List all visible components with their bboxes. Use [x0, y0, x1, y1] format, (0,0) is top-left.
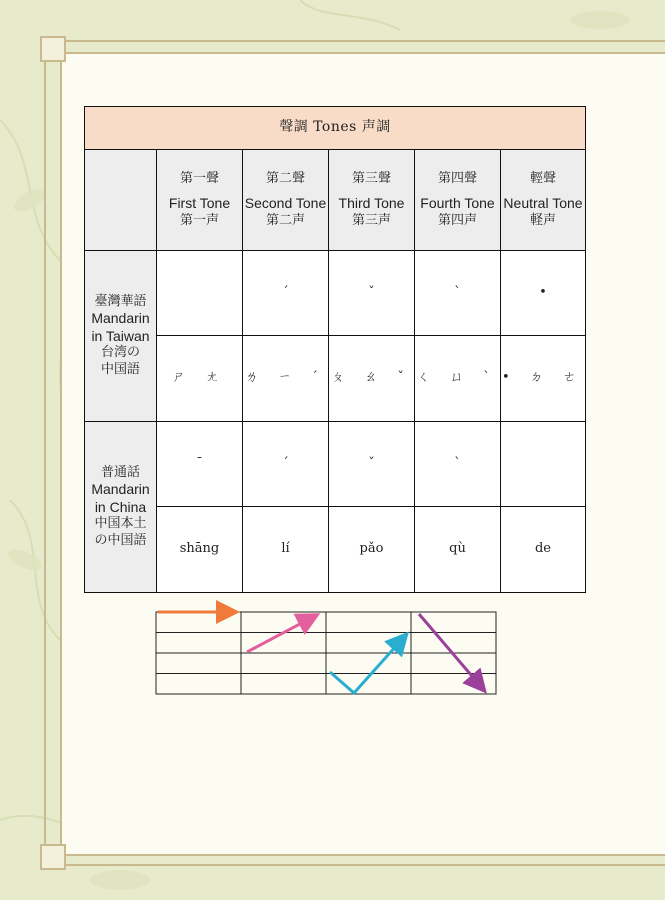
fourth-tone-arrow: [419, 614, 483, 689]
taiwan-example-3: ㄆ ㄠ ˇ: [329, 336, 415, 422]
china-mark-4: ˋ: [415, 422, 501, 507]
taiwan-example-5: • ㄉ ㄜ: [501, 336, 586, 422]
china-example-3: pǎo: [329, 507, 415, 593]
china-mark-2: ˊ: [243, 422, 329, 507]
row-header-china: 普通話 Mandarin in China 中国本土 の中国語: [85, 422, 157, 593]
frame-corner-top-left: [40, 36, 66, 62]
taiwan-example-2: ㄌ ㄧ ˊ: [243, 336, 329, 422]
tone-header-5: 輕聲 Neutral Tone 軽声: [501, 150, 586, 251]
tone-header-4: 第四聲 Fourth Tone 第四声: [415, 150, 501, 251]
taiwan-example-1: ㄕ ㄤ: [157, 336, 243, 422]
china-example-5: de: [501, 507, 586, 593]
china-example-4: qù: [415, 507, 501, 593]
china-example-1: shāng: [157, 507, 243, 593]
taiwan-mark-1: [157, 251, 243, 336]
china-example-2: lí: [243, 507, 329, 593]
tone-header-1: 第一聲 First Tone 第一声: [157, 150, 243, 251]
row-header-taiwan: 臺灣華語 Mandarin in Taiwan 台湾の 中国語: [85, 251, 157, 422]
tone-header-3: 第三聲 Third Tone 第三声: [329, 150, 415, 251]
china-mark-1: ˉ: [157, 422, 243, 507]
tone-contour-diagram: [84, 600, 504, 700]
tones-table: [84, 106, 586, 593]
frame-corner-bottom-left: [40, 844, 66, 870]
china-mark-3: ˇ: [329, 422, 415, 507]
contour-grid: [156, 612, 496, 694]
taiwan-mark-4: ˋ: [415, 251, 501, 336]
second-tone-arrow: [247, 616, 315, 652]
taiwan-mark-3: ˇ: [329, 251, 415, 336]
third-tone-arrow: [330, 636, 405, 693]
taiwan-mark-5: •: [501, 251, 586, 336]
table-title: 聲調 Tones 声調: [85, 107, 586, 150]
tone-header-2: 第二聲 Second Tone 第二声: [243, 150, 329, 251]
china-mark-5: [501, 422, 586, 507]
taiwan-mark-2: ˊ: [243, 251, 329, 336]
taiwan-example-4: ㄑ ㄩ ˋ: [415, 336, 501, 422]
header-corner-cell: [85, 150, 157, 251]
